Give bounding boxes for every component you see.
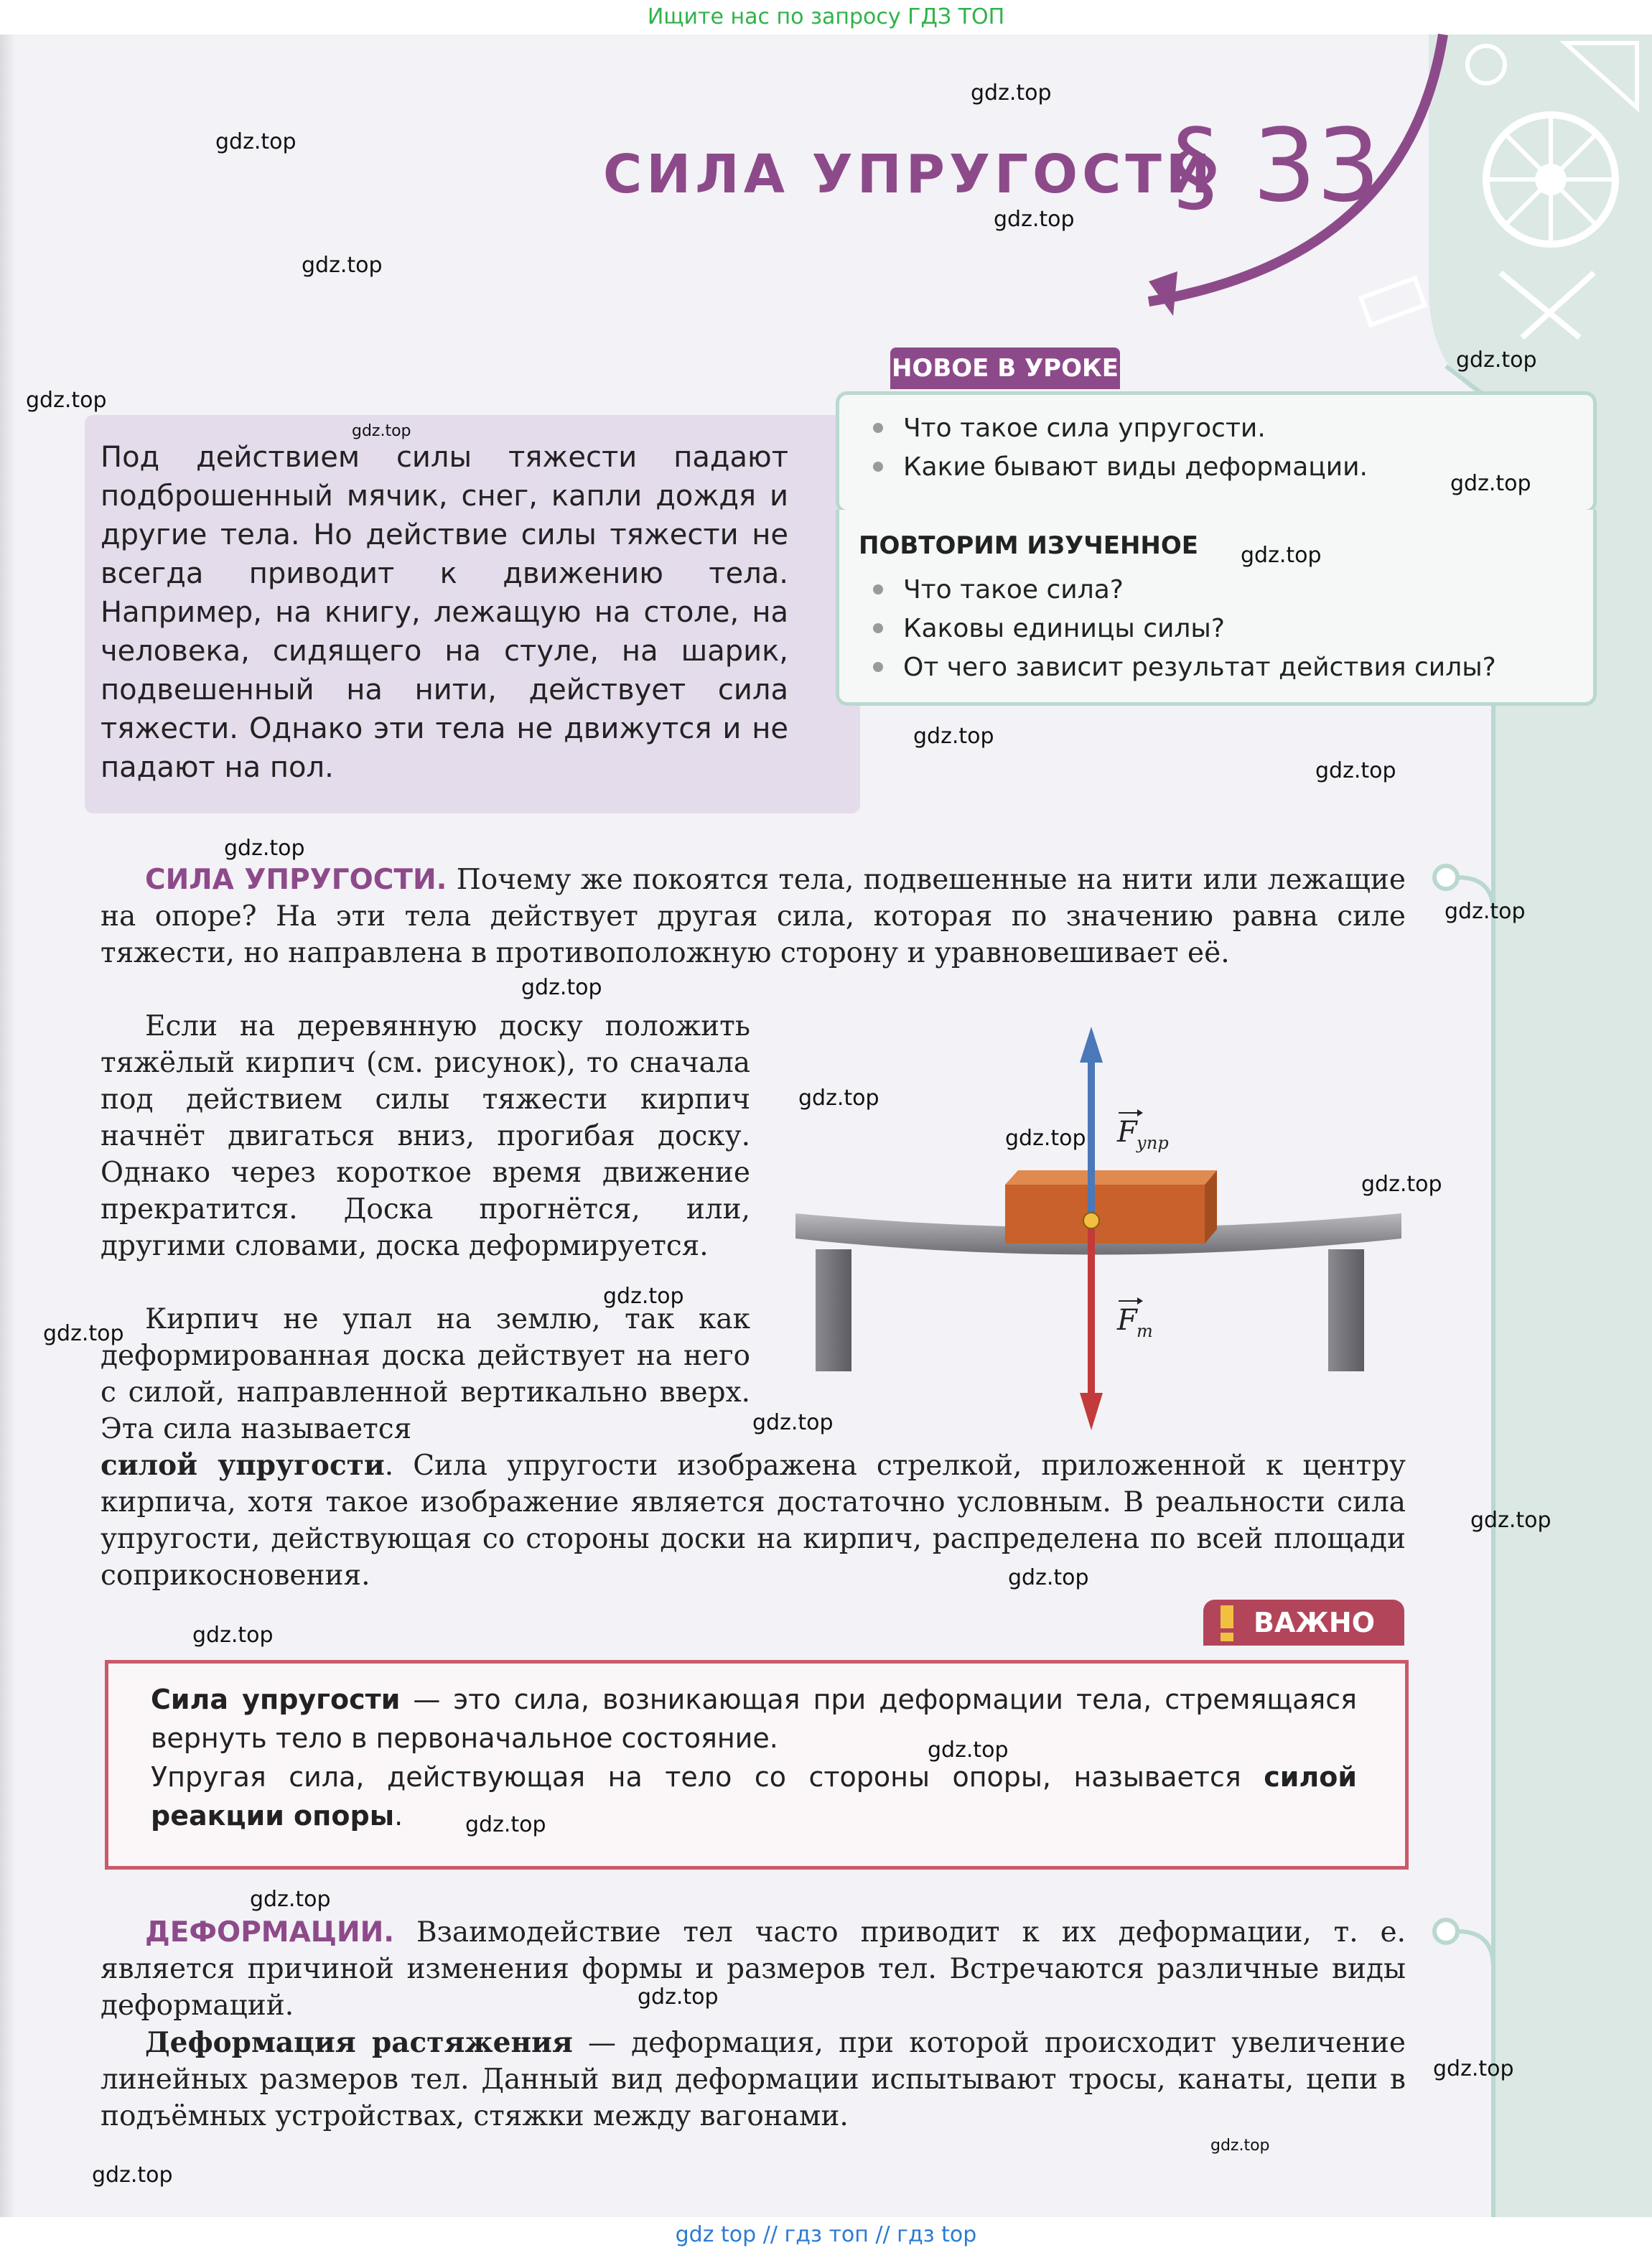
bullet-icon xyxy=(873,462,883,472)
arrow-head xyxy=(1149,271,1177,316)
watermark: gdz.top xyxy=(1005,1126,1086,1151)
watermark: gdz.top xyxy=(1315,758,1396,783)
section2-paragraph2: Деформация растяжения — деформация, при которой происходит увеличение линейных размеров тел. Данный вид деформации испытывают тросы, канаты, цепи в подъёмных устройствах, стяжки между вагонами. xyxy=(101,2026,1406,2132)
list-item: Что такое сила? xyxy=(869,571,1496,610)
watermark: gdz.top xyxy=(1210,2137,1270,2155)
board-leg-left xyxy=(816,1249,851,1371)
watermark: gdz.top xyxy=(1241,543,1322,568)
watermark: gdz.top xyxy=(192,1623,274,1648)
watermark: gdz.top xyxy=(1456,347,1537,373)
watermark: gdz.top xyxy=(1433,2056,1514,2081)
new-in-lesson-label: НОВОЕ В УРОКЕ xyxy=(890,347,1120,389)
watermark: gdz.top xyxy=(994,207,1075,232)
watermark: gdz.top xyxy=(465,1812,546,1837)
watermark: gdz.top xyxy=(521,975,602,1000)
gravity-force-arrowhead xyxy=(1080,1393,1103,1430)
watermark: gdz.top xyxy=(1445,899,1526,924)
watermark: gdz.top xyxy=(752,1410,834,1435)
center-point xyxy=(1083,1213,1099,1228)
elastic-force-subscript: упр xyxy=(1137,1133,1169,1153)
watermark: gdz.top xyxy=(302,253,383,278)
gravity-force-label: F xyxy=(1117,1304,1137,1337)
brick-board-figure xyxy=(775,1005,1422,1436)
list-item: Каковы единицы силы? xyxy=(869,610,1496,648)
bullet-icon xyxy=(873,584,883,594)
list-item: Что такое сила упругости. xyxy=(869,409,1368,448)
gravity-force-subscript: т xyxy=(1137,1321,1153,1341)
review-label: ПОВТОРИМ ИЗУЧЕННОЕ xyxy=(859,531,1198,560)
section1-paragraph1: СИЛА УПРУГОСТИ. Почему же покоятся тела, подвешенные на нити или лежащие на опоре? На эти тела действует другая сила, которая по значению равна силе тяжести, но направлена в противоположную сторону и уравновешивает её. xyxy=(101,864,1406,969)
brick xyxy=(1005,1185,1205,1244)
important-label: ВАЖНО xyxy=(1203,1600,1404,1646)
watermark: gdz.top xyxy=(1361,1172,1442,1197)
board-leg-right xyxy=(1328,1249,1364,1371)
bullet-icon xyxy=(873,623,883,633)
watermark: gdz.top xyxy=(913,724,994,749)
section1-heading: СИЛА УПРУГОСТИ. xyxy=(145,864,447,896)
intro-text: Под действием силы тяжести падают подброшенный мячик, снег, капли дождя и другие тела. Но действие силы тяжести не всегда приводит к движению тела. Например, на книгу, лежащую на столе, на человека, сидящего на стуле, на шарик, подвешенный на нити, действует сила тяжести. Однако эти тела не движутся и не падают на пол. xyxy=(101,441,788,784)
paragraph-number: § 33 xyxy=(1170,108,1381,225)
watermark: gdz.top xyxy=(352,422,411,440)
page-title: СИЛА УПРУГОСТИ xyxy=(603,144,1215,205)
list-item: Какие бывают виды деформации. xyxy=(869,448,1368,487)
timeline-node xyxy=(1434,1920,1457,1943)
bullet-icon xyxy=(873,423,883,433)
watermark: gdz.top xyxy=(224,836,305,861)
watermark: gdz.top xyxy=(971,80,1052,106)
pencil-icon xyxy=(1361,279,1425,325)
section2-heading: ДЕФОРМАЦИИ. xyxy=(145,1916,395,1949)
new-in-lesson-list xyxy=(869,409,1368,487)
watermark: gdz.top xyxy=(1008,1565,1089,1590)
review-list xyxy=(869,571,1496,687)
brick-top xyxy=(1005,1170,1217,1185)
watermark: gdz.top xyxy=(638,1984,719,2010)
section1-paragraph3: Кирпич не упал на землю, так как деформированная доска действует на него с силой, направленной вертикально вверх. Эта сила называется xyxy=(101,1303,750,1445)
watermark: gdz.top xyxy=(215,129,297,154)
watermark: gdz.top xyxy=(92,2163,173,2188)
section1-paragraph3-end: силой упругости. Сила упругости изображена стрелкой, приложенной к центру кирпича, хотя такое изображение является достаточно условным. В реальности сила упругости, действующая со стороны доски на кирпич, распределена по всей площади соприкосновения. xyxy=(101,1449,1406,1592)
elastic-force-label: F xyxy=(1117,1116,1137,1149)
important-text: Сила упругости — это сила, возникающая при деформации тела, стремящаяся вернуть тело в первоначальное состояние. Упругая сила, действующая на тело со стороны опоры, называется силой реакции опоры. xyxy=(151,1684,1358,1832)
watermark: gdz.top xyxy=(603,1284,684,1309)
watermark: gdz.top xyxy=(43,1321,124,1346)
watermark: gdz.top xyxy=(250,1887,331,1912)
section1-paragraph2: Если на деревянную доску положить тяжёлый кирпич (см. рисунок), то сначала под действием силы тяжести кирпич начнёт двигаться вниз, прогибая доску. Однако через короткое время движение прекратится. Доска прогнётся, или, другими словами, доска деформируется. xyxy=(101,1010,750,1262)
watermark: gdz.top xyxy=(1450,471,1531,496)
bullet-icon xyxy=(873,662,883,672)
bottom-banner[interactable]: gdz top // гдз топ // гдз top xyxy=(675,2222,977,2247)
list-item: От чего зависит результат действия силы? xyxy=(869,648,1496,687)
top-banner[interactable]: Ищите нас по запросу ГДЗ ТОП xyxy=(647,4,1005,29)
watermark: gdz.top xyxy=(798,1086,879,1111)
section2-paragraph1: ДЕФОРМАЦИИ. Взаимодействие тел часто приводит к их деформации, т. е. является причиной изменения формы и размеров тел. Встречаются различные виды деформаций. xyxy=(101,1916,1406,2022)
elastic-force-arrowhead xyxy=(1080,1027,1103,1063)
watermark: gdz.top xyxy=(1470,1508,1551,1533)
watermark: gdz.top xyxy=(928,1737,1009,1763)
exclamation-icon xyxy=(1213,1601,1242,1644)
watermark: gdz.top xyxy=(26,388,107,413)
timeline-node xyxy=(1434,866,1457,889)
